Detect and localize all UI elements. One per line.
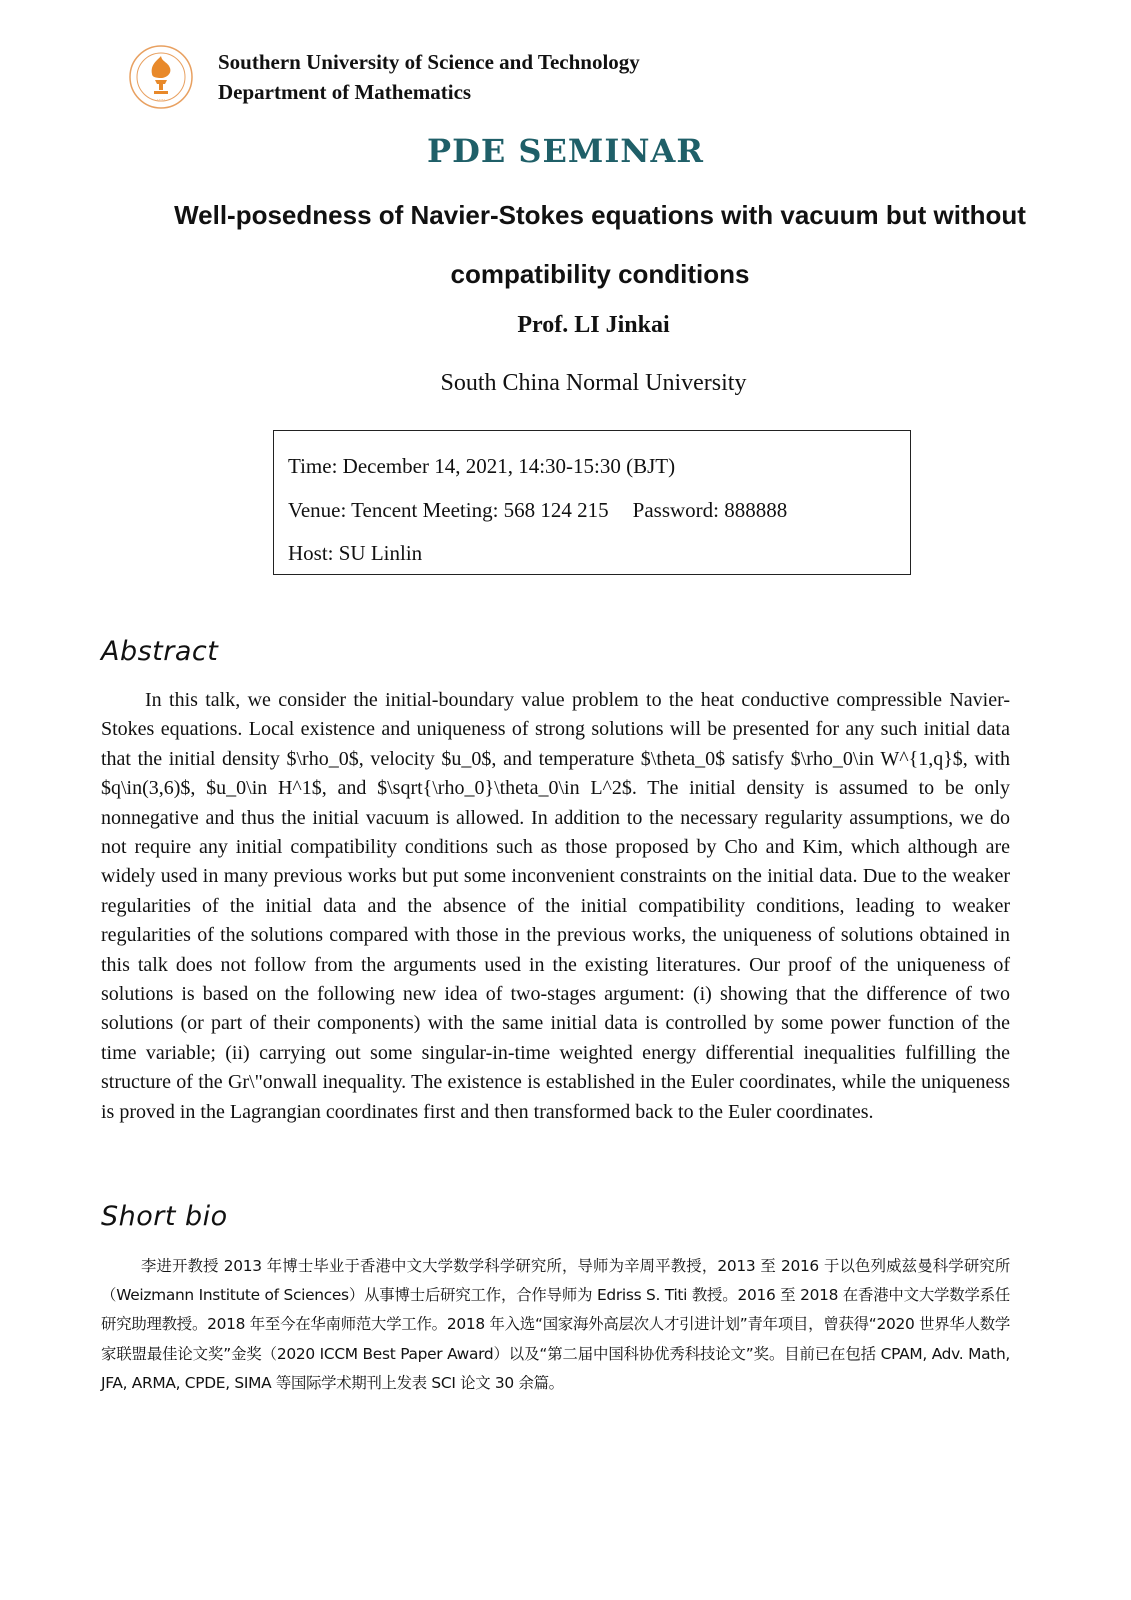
- department-name: Department of Mathematics: [218, 80, 472, 104]
- event-time: Time: December 14, 2021, 14:30-15:30 (BJT): [288, 454, 676, 478]
- speaker-affiliation: South China Normal University: [440, 370, 747, 396]
- event-venue: Venue: Tencent Meeting: 568 124 215: [288, 497, 609, 522]
- page-header: [128, 44, 640, 110]
- speaker-name: Prof. LI Jinkai: [517, 312, 670, 338]
- event-venue-row: [288, 489, 910, 533]
- bio-text: 李进开教授 2013 年博士毕业于香港中文大学数学科学研究所，导师为辛周平教授，2013 至 2016 于以色列威兹曼科学研究所（Weizmann Institute of Sciences）从事博士后研究工作，合作导师为 Edriss S. Titi 教授。2016 至 2018 在香港中文大学数学系任研究助理教授。2018 年至今在华南师范大学工作。2018 年入选“国家海外高层次人才引进计划”青年项目，曾获得“2020 世界华人数学家联盟最佳论文奖”金奖（2020 ICCM Best Paper Award）以及“第二届中国科协优秀科技论文”奖。目前已在包括 CPAM, Adv. Math, JFA, ARMA, CPDE, SIMA 等国际学术期刊上发表 SCI 论文 30 余篇。: [101, 1257, 1010, 1392]
- abstract-heading: Abstract: [101, 636, 219, 667]
- svg-text:·····: ·····: [157, 97, 165, 103]
- event-host: Host: SU Linlin: [288, 541, 423, 565]
- seminar-title: PDE SEMINAR: [427, 132, 704, 170]
- abstract-text: In this talk, we consider the initial-boundary value problem to the heat conductive compressible Navier-Stokes equations. Local existence and uniqueness of strong solutions will be presented for any such initial data that the initial density $\rho_0$, velocity $u_0$, and temperature $\theta_0$ satisfy $\rho_0\in W^{1,q}$, with $q\in(3,6)$, $u_0\in H^1$, and $\sqrt{\rho_0}\theta_0\in L^2$. The initial density is assumed to be only nonnegative and thus the initial vacuum is allowed. In addition to the necessary regularity assumptions, we do not require any initial compatibility conditions such as those proposed by Cho and Kim, which although are widely used in many previous works but put some inconvenient constraints on the initial data. Due to the weaker regularities of the initial data and the absence of the initial compatibility conditions, leading to weaker regularities of the solutions compared with those in the previous works, the uniqueness of solutions obtained in this talk does not follow from the arguments used in the existing literatures. Our proof of the uniqueness of solutions is based on the following new idea of two-stages argument: (i) showing that the difference of two solutions (or part of their components) with the same initial data is controlled by some power function of the time variable; (ii) carrying out some singular-in-time weighted energy differential inequalities fulfilling the structure of the Gr\"onwall inequality. The existence is established in the Euler coordinates, while the uniqueness is proved in the Lagrangian coordinates first and then transformed back to the Euler coordinates.: [101, 689, 1010, 1123]
- university-name: Southern University of Science and Technology: [218, 50, 640, 74]
- event-password: Password: 888888: [632, 497, 788, 522]
- event-info-box: [273, 430, 911, 575]
- bio-heading: Short bio: [101, 1201, 228, 1232]
- university-logo-icon: [128, 44, 194, 110]
- talk-title: Well-posedness of Navier-Stokes equations with vacuum but without compatibility conditions: [174, 200, 1026, 289]
